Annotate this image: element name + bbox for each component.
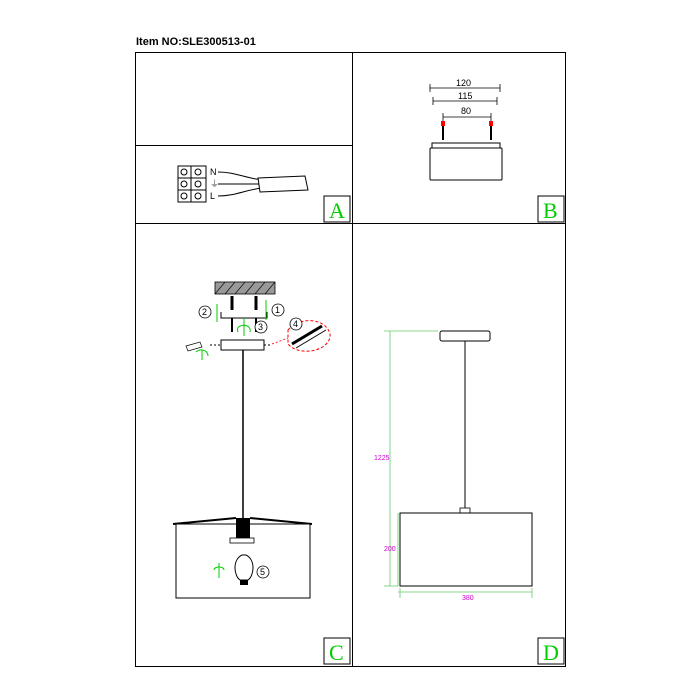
dim-120: 120 <box>456 78 472 88</box>
bracket-icon <box>221 312 267 318</box>
screwdriver-icon <box>186 342 208 360</box>
lamp-shade <box>400 513 532 586</box>
panel-c-letter: C <box>329 640 344 665</box>
panel-a <box>178 166 350 223</box>
step-2-marker <box>199 304 217 322</box>
panel-c <box>173 282 350 665</box>
mounting-bracket <box>430 143 502 180</box>
dim-115: 115 <box>458 91 473 101</box>
terminal-label-n: N <box>210 167 217 177</box>
dim-width: 380 <box>462 595 474 602</box>
terminal-block <box>178 166 206 202</box>
step-1-label: 1 <box>275 305 281 315</box>
step-4-detail <box>272 318 330 351</box>
dim-80: 80 <box>461 106 472 116</box>
ceiling-icon <box>215 282 275 294</box>
panel-d <box>374 331 564 665</box>
step-3-marker <box>237 318 267 336</box>
canopy <box>440 331 490 341</box>
item-number: Item NO:SLE300513-01 <box>136 36 256 48</box>
panel-b-letter: B <box>543 198 558 223</box>
terminal-labels <box>210 167 219 201</box>
step-2-label: 2 <box>202 307 208 317</box>
dim-height: 1225 <box>374 455 390 462</box>
lamp-holder <box>460 508 470 513</box>
panel-a-letter: A <box>329 198 345 223</box>
canopy-icon <box>210 340 272 350</box>
panel-d-letter: D <box>543 640 559 665</box>
step-5-label: 5 <box>260 567 266 577</box>
terminal-label-l: L <box>210 191 216 201</box>
ground-icon: ⏚ <box>210 179 220 189</box>
panel-b <box>430 78 564 223</box>
step-3-label: 3 <box>258 322 264 332</box>
step-4-label: 4 <box>293 319 299 329</box>
dim-shade-height: 200 <box>384 546 396 553</box>
step-1-marker <box>266 300 284 320</box>
power-cable-icon <box>218 172 308 196</box>
